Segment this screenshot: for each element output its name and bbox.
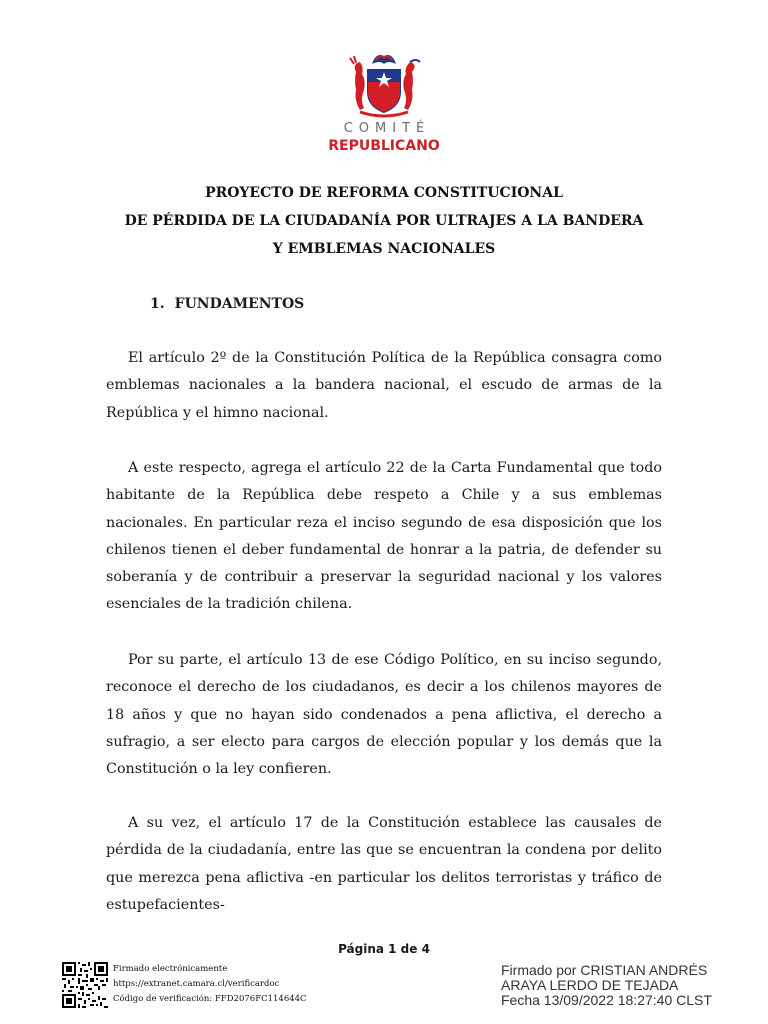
comite-republicano-logo [326,50,442,160]
paragraph: Por su parte, el artículo 13 de ese Código Político, en su inciso segundo, reconoce el derecho de los ciudadanos, es decir a los chilenos mayores de 18 años y que no hayan sido condenados a pena aflictiva, el derecho a sufragio, a ser electo para cargos de elección popular y los demás que la Constitución o la ley confieren. [106,652,662,778]
electronic-signature-stamp [113,962,307,1007]
signature-line: Firmado por CRISTIAN ANDRÉS [501,962,708,978]
qr-code-icon[interactable] [62,962,108,1008]
section-number: 1. [150,296,165,312]
coat-of-arms-icon [326,50,442,120]
logo-bottom-text: REPUBLICANO [328,138,440,154]
document-title-line-3: Y EMBLEMAS NACIONALES [272,241,496,257]
logo-top-text: COMITÉ [343,121,431,136]
document-title-line-1: PROYECTO DE REFORMA CONSTITUCIONAL [205,185,563,201]
signature-date: Fecha 13/09/2022 18:27:40 CLST [501,992,712,1008]
section-title: FUNDAMENTOS [174,296,305,312]
stamp-line: Firmado electrónicamente [113,964,228,974]
page-number: Página 1 de 4 [338,942,430,956]
section-heading [150,296,304,312]
paragraph: A su vez, el artículo 17 de la Constitución establece las causales de pérdida de la ciudadanía, entre las que se encuentran la condena por delito que merezca pena aflictiva -en particular los delitos terroristas y tráfico de estupefacientes- [106,815,662,913]
document-title-line-2: DE PÉRDIDA DE LA CIUDADANÍA POR ULTRAJES A LA BANDERA [124,213,644,229]
verification-link[interactable]: https://extranet.camara.cl/verificardoc [113,979,280,989]
paragraph: El artículo 2º de la Constitución Política de la República consagra como emblemas nacionales a la bandera nacional, el escudo de armas de la República y el himno nacional. [106,350,662,421]
signature-line: ARAYA LERDO DE TEJADA [501,977,679,993]
verification-code: Código de verificación: FFD2076FC114644C [113,994,307,1004]
digital-signature-block [501,963,712,1008]
paragraph: A este respecto, agrega el artículo 22 de la Carta Fundamental que todo habitante de la República debe respeto a Chile y a sus emblemas nacionales. En particular reza el inciso segundo de esa disposición que los chilenos tienen el deber fundamental de honrar a la patria, de defender su soberanía y de contribuir a preservar la seguridad nacional y los valores esenciales de la tradición chilena. [106,460,662,613]
